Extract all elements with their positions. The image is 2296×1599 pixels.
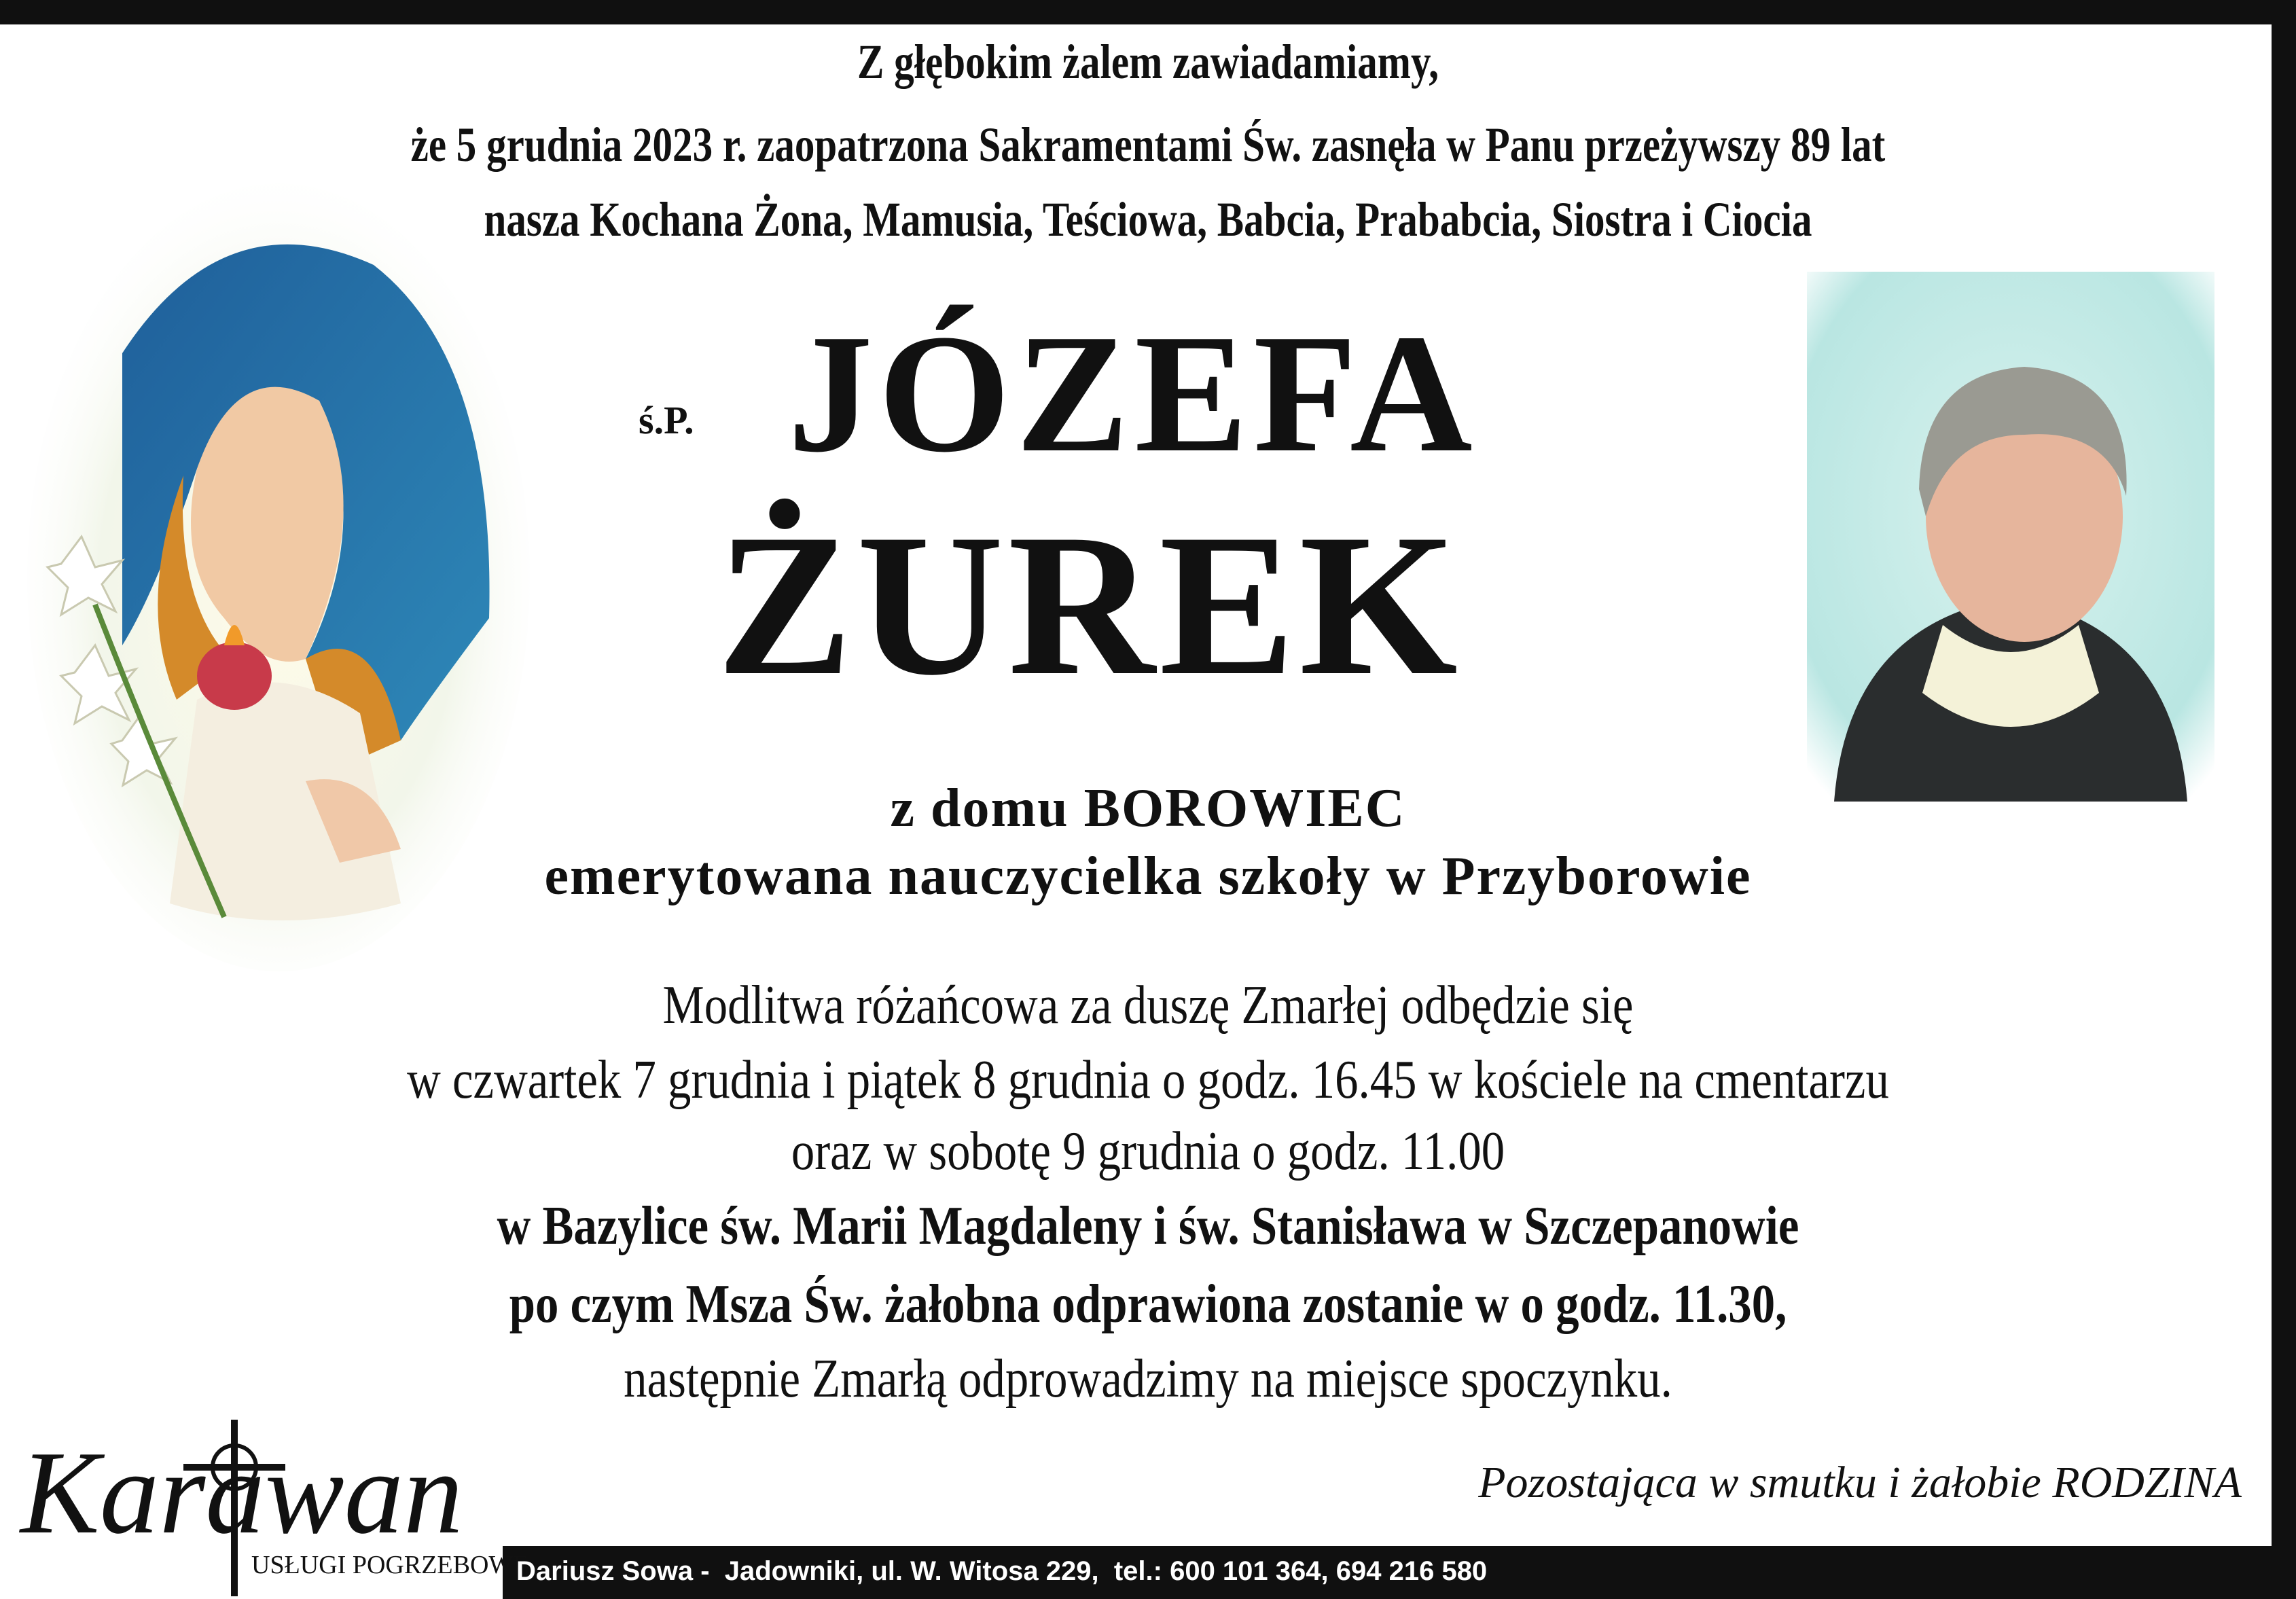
last-name: ŻUREK — [717, 492, 1462, 717]
name-prefix: ś.P. — [639, 398, 694, 442]
logo-name: Karawan — [20, 1426, 463, 1558]
intro-line-1: Z głębokim żalem zawiadamiamy, — [857, 35, 1439, 89]
family-signature: Pozostająca w smutku i żałobie RODZINA — [1478, 1458, 2242, 1507]
ceremony-line-1: Modlitwa różańcowa za duszę Zmarłej odbędzie się — [662, 975, 1634, 1035]
madonna-image — [20, 183, 537, 971]
profession: emerytowana nauczycielka szkoły w Przyborowie — [544, 846, 1752, 906]
border-top — [0, 0, 2296, 24]
logo-subtitle: USŁUGI POGRZEBOWE — [251, 1551, 529, 1579]
ceremony-line-6: następnie Zmarłą odprowadzimy na miejsce spoczynku. — [624, 1349, 1672, 1409]
maiden-name: z domu BOROWIEC — [890, 778, 1406, 838]
intro-line-2: że 5 grudnia 2023 r. zaopatrzona Sakramentami Św. zasnęła w Panu przeżywszy 89 lat — [410, 118, 1886, 172]
intro-line-3: nasza Kochana Żona, Mamusia, Teściowa, Babcia, Prababcia, Siostra i Ciocia — [484, 192, 1812, 247]
ceremony-line-2: w czwartek 7 grudnia i piątek 8 grudnia o godz. 16.45 w kościele na cmentarzu — [407, 1050, 1889, 1110]
ceremony-line-3: oraz w sobotę 9 grudnia o godz. 11.00 — [791, 1121, 1505, 1181]
portrait-photo — [1807, 272, 2214, 802]
first-name: JÓZEFA — [788, 300, 1478, 488]
footer-contact: Dariusz Sowa - Jadowniki, ul. W. Witosa 229, tel.: 600 101 364, 694 216 580 — [516, 1556, 1488, 1586]
ceremony-line-5: po czym Msza Św. żałobna odprawiona zostanie w o godz. 11.30, — [509, 1274, 1787, 1334]
ceremony-line-4: w Bazylice św. Marii Magdaleny i św. Stanisława w Szczepanowie — [497, 1196, 1799, 1256]
